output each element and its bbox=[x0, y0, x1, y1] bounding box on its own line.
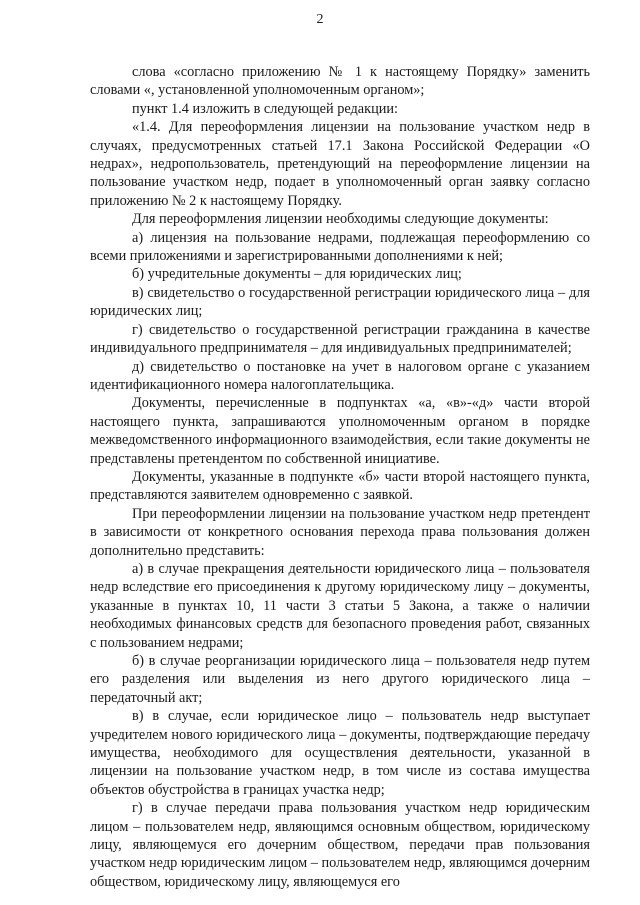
paragraph: Документы, перечисленные в подпунктах «а, «в»-«д» части второй настоящего пункта, запрашиваются уполномоченным органом в порядке межведомственного информационного взаимодействия, если такие документы не представлены претендентом по собственной инициативе. bbox=[90, 395, 590, 467]
paragraph: пункт 1.4 изложить в следующей редакции: bbox=[132, 100, 399, 117]
paragraph: Документы, указанные в подпункте «б» части второй настоящего пункта, представляются заявителем одновременно с заявкой. bbox=[90, 468, 590, 504]
document-body bbox=[90, 63, 590, 891]
page-number: 2 bbox=[316, 12, 324, 27]
paragraph: б) учредительные документы – для юридических лиц; bbox=[132, 266, 462, 283]
paragraph: а) лицензия на пользование недрами, подлежащая переоформлению со всеми приложениями и зарегистрированными дополнениями к ней; bbox=[90, 229, 590, 265]
paragraph: г) в случае передачи права пользования участком недр юридическим лицом – пользователем недр, являющимся основным обществом, юридическому лицу, являющемуся его дочерним обществом, передачи прав пользования участком недр юридическим лицом – пользователем недр, являющимся дочерним обществом, юридическому лицу, являющемуся его bbox=[90, 800, 590, 890]
paragraph: а) в случае прекращения деятельности юридического лица – пользователя недр вследствие его присоединения к другому юридическому лицу – документы, указанные в пунктах 10, 11 части 3 статьи 5 Закона, а также о наличии необходимых финансовых средств для безопасного проведения работ, связанных с пользованием недрами; bbox=[90, 560, 590, 651]
paragraph: При переоформлении лицензии на пользование участком недр претендент в зависимости от конкретного основания перехода права пользования должен дополнительно представить: bbox=[90, 505, 590, 559]
paragraph: в) в случае, если юридическое лицо – пользователь недр выступает учредителем нового юридического лица – документы, подтверждающие передачу имущества, необходимого для осуществления деятельности, указанной в лицензии на пользование участком недр, в том числе из состава имущества объектов обустройства в границах участка недр; bbox=[90, 708, 590, 798]
paragraph: г) свидетельство о государственной регистрации гражданина в качестве индивидуального предпринимателя – для индивидуальных предпринимателей; bbox=[90, 321, 590, 357]
paragraph: слова «согласно приложению № 1 к настоящему Порядку» заменить словами «, установленной уполномоченным органом»; bbox=[90, 64, 590, 99]
paragraph: д) свидетельство о постановке на учет в налоговом органе с указанием идентификационного номера налогоплательщика. bbox=[90, 358, 590, 393]
paragraph: в) свидетельство о государственной регистрации юридического лица – для юридических лиц; bbox=[90, 284, 590, 320]
paragraph: Для переоформления лицензии необходимы следующие документы: bbox=[132, 211, 549, 228]
paragraph: б) в случае реорганизации юридического лица – пользователя недр путем его разделения или выделения из него другого юридического лица – передаточный акт; bbox=[90, 653, 590, 706]
paragraph: «1.4. Для переоформления лицензии на пользование участком недр в случаях, предусмотренных статьей 17.1 Закона Российской Федерации «О недрах», недропользователь, претендующий на переоформление лицензии на пользование участком недр, подает в уполномоченный орган заявку согласно приложению № 2 к настоящему Порядку. bbox=[90, 119, 590, 209]
